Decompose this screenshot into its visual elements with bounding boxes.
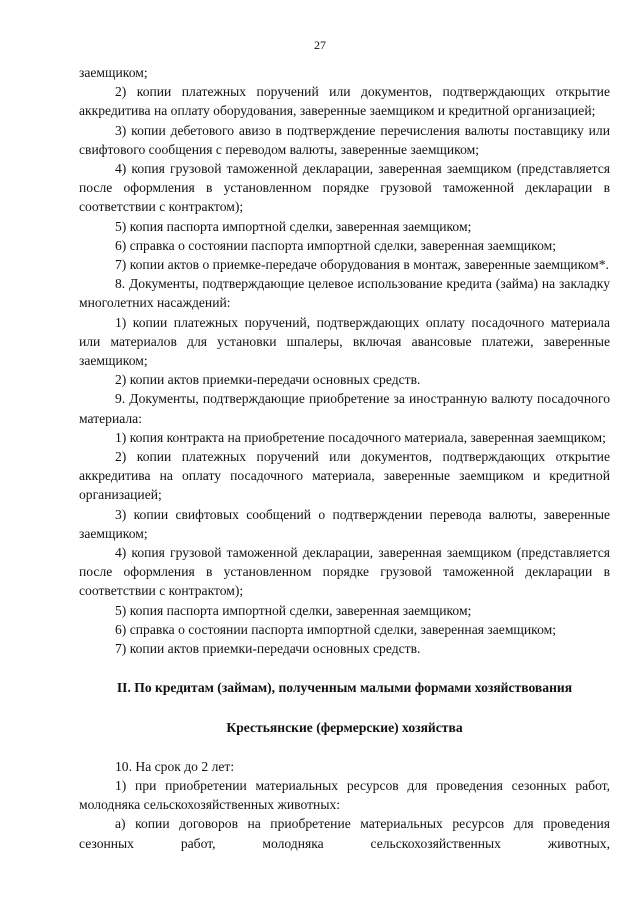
paragraph: 8. Документы, подтверждающие целевое использование кредита (займа) на закладку многолетних насаждений: [79, 276, 610, 311]
paragraph: 4) копия грузовой таможенной декларации, заверенная заемщиком (представляется после оформления в установленном порядке грузовой таможенной декларации в соответствии с контрактом); [79, 161, 610, 215]
paragraph: 5) копия паспорта импортной сделки, заверенная заемщиком; [115, 602, 472, 618]
paragraph: 2) копии платежных поручений или документов, подтверждающих открытие аккредитива на оплату оборудования, заверенные заемщиком и кредитной организацией; [79, 84, 610, 119]
section-heading: II. По кредитам (займам), полученным малыми формами хозяйствования [116, 680, 573, 696]
paragraph: заемщиком; [79, 65, 148, 80]
paragraph: 7) копии актов приемки-передачи основных средств. [115, 641, 421, 657]
paragraph: 3) копии свифтовых сообщений о подтверждении перевода валюты, заверенные заемщиком; [79, 506, 610, 541]
paragraph: 7) копии актов о приемке-передаче оборудования в монтаж, заверенные заемщиком*. [115, 257, 609, 273]
paragraph: 1) при приобретении материальных ресурсов для проведения сезонных работ, молодняка сельскохозяйственных животных: [79, 777, 610, 813]
paragraph: 1) копия контракта на приобретение посадочного материала, заверенная заемщиком; [115, 429, 606, 445]
paragraph: а) копии договоров на приобретение материальных ресурсов для проведения сезонных работ, молодняка сельскохозяйственных животных, [79, 816, 610, 851]
requirements-list-continued [79, 757, 610, 853]
paragraph: 3) копии дебетового авизо в подтверждение перечисления валюты поставщику или свифтового сообщения с переводом валюты, заверенные заемщиком; [79, 122, 610, 157]
paragraph: 9. Документы, подтверждающие приобретение за иностранную валюту посадочного материала: [79, 391, 610, 426]
paragraph: 2) копии платежных поручений или документов, подтверждающих открытие аккредитива на оплату посадочного материала, заверенные заемщиком и кредитной организацией; [79, 449, 610, 503]
document-body [79, 63, 610, 853]
paragraph: 6) справка о состоянии паспорта импортной сделки, заверенная заемщиком; [115, 621, 556, 637]
paragraph: 4) копия грузовой таможенной декларации, заверенная заемщиком (представляется после оформления в установленном порядке грузовой таможенной декларации в соответствии с контрактом); [79, 545, 610, 599]
paragraph: 6) справка о состоянии паспорта импортной сделки, заверенная заемщиком; [115, 237, 556, 253]
paragraph: 1) копии платежных поручений, подтверждающих оплату посадочного материала или материалов для установки шпалеры, включая авансовые платежи, заверенные заемщиком; [79, 314, 610, 369]
paragraph: 2) копии актов приемки-передачи основных средств. [115, 372, 421, 388]
subsection-heading: Крестьянские (фермерские) хозяйства [226, 719, 463, 735]
paragraph: 5) копия паспорта импортной сделки, заверенная заемщиком; [115, 218, 472, 234]
requirements-list [79, 63, 610, 658]
paragraph: 10. На срок до 2 лет: [115, 758, 235, 774]
page-number: 27 [314, 38, 326, 52]
